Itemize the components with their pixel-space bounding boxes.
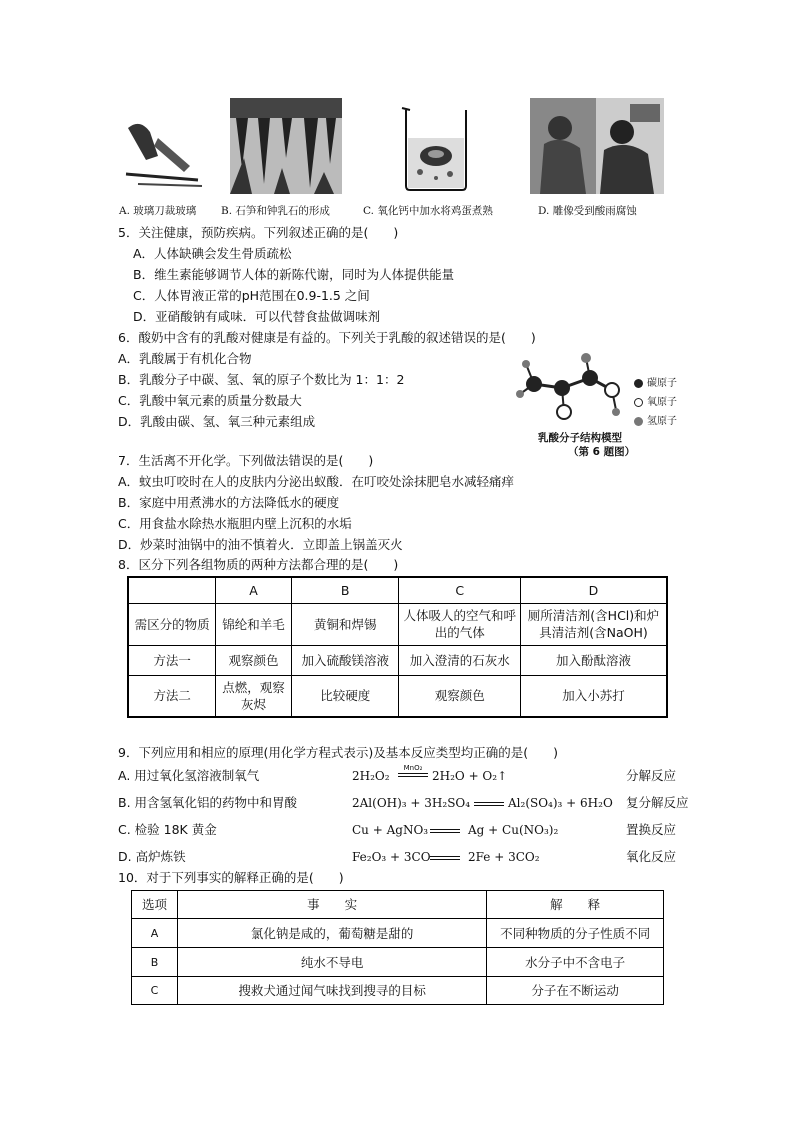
image-glass-cutter [118,98,204,194]
image-stalactites [230,98,342,194]
q5-option-a: A．人体缺碘会发生骨质疏松 [133,246,292,261]
q7-option-c: C．用食盐水除热水瓶胆内壁上沉积的水垢 [118,516,352,531]
q9-stem: 9．下列应用和相应的原理(用化学方程式表示)及基本反应类型均正确的是( ) [118,745,558,760]
q7-option-d: D．炒菜时油锅中的油不慎着火．立即盖上锅盖灭火 [118,537,403,552]
q10-header-explanation: 解 释 [487,891,664,919]
q10-table [131,890,664,1005]
q6-stem: 6．酸奶中含有的乳酸对健康是有益的。下列关于乳酸的叙述错误的是( ) [118,330,536,345]
q9-app-d: D. 高炉炼铁 [118,849,186,864]
q5-option-c: C．人体胃液正常的pH范围在0.9-1.5 之间 [133,288,370,303]
caption-c: C. 氧化钙中加水将鸡蛋煮熟 [363,205,493,217]
q10-cell: C [132,977,178,1005]
q8-cell: 加入硫酸镁溶液 [291,645,399,675]
q10-stem: 10．对于下列事实的解释正确的是( ) [118,870,344,885]
q9-app-b: B. 用含氢氧化铝的药物中和胃酸 [118,795,298,810]
q9-eq-b-left: 2Al(OH)₃ + 3H₂SO₄ [352,796,471,810]
caption-a: A. 玻璃刀裁玻璃 [119,205,197,217]
q10-cell: 分子在不断运动 [487,977,664,1005]
model-subtitle: （第 6 题图） [568,446,636,458]
q8-cell: 加入酚酞溶液 [520,645,667,675]
q8-cell: 黄铜和焊锡 [291,603,399,645]
q5-stem: 5．关注健康，预防疾病。下列叙述正确的是( ) [118,225,399,240]
q9-app-c: C. 检验 18K 黄金 [118,822,217,837]
q10-cell: A [132,919,178,948]
q6-option-d: D．乳酸由碳、氢、氧三种元素组成 [118,414,316,429]
q9-equals-d [430,856,460,860]
q7-stem: 7．生活离不开化学。下列做法错误的是( ) [118,453,374,468]
q8-cell: 锦纶和羊毛 [216,603,292,645]
q8-cell: 比较硬度 [291,675,399,717]
q9-type-c: 置换反应 [626,822,677,837]
q8-cell: 观察颜色 [399,675,520,717]
q10-cell: 搜救犬通过闻气味找到搜寻的目标 [177,977,486,1005]
q10-header-option: 选项 [132,891,178,919]
q9-eq-c-right: Ag + Cu(NO₃)₂ [468,823,559,837]
q5-option-b: B．维生素能够调节人体的新陈代谢，同时为人体提供能量 [133,267,455,282]
q9-eq-b-right: Al₂(SO₄)₃ + 6H₂O [508,796,613,810]
q8-header-c: C [399,577,520,603]
q8-cell: 厕所清洁剂(含HCl)和炉具清洁剂(含NaOH) [520,603,667,645]
q8-header-d: D [520,577,667,603]
legend-oxygen: 氧原子 [634,393,677,412]
q10-cell: 不同种物质的分子性质不同 [487,919,664,948]
caption-d: D. 雕像受到酸雨腐蚀 [538,205,637,217]
q9-eq-c-left: Cu + AgNO₃ [352,823,429,837]
q8-header-a: A [216,577,292,603]
legend-carbon: 碳原子 [634,374,677,393]
q10-header-fact: 事 实 [177,891,486,919]
q9-equals-c [430,829,460,833]
q8-cell: 点燃，观察灰烬 [216,675,292,717]
q9-type-d: 氧化反应 [626,849,677,864]
q6-option-c: C．乳酸中氧元素的质量分数最大 [118,393,302,408]
q9-eq-d-left: Fe₂O₃ + 3CO [352,850,431,864]
q9-cond-a: MnO₂ [398,764,428,777]
q8-cell: 人体吸人的空气和呼出的气体 [399,603,520,645]
q8-cell: 方法二 [128,675,216,717]
lactic-acid-model [512,350,677,460]
q9-equals-b [474,802,504,806]
q9-eq-a-right: 2H₂O + O₂↑ [432,769,508,783]
legend-hydrogen: 氢原子 [634,412,677,431]
q9-eq-a-left: 2H₂O₂ [352,769,390,783]
q10-cell: 氯化钠是咸的，葡萄糖是甜的 [177,919,486,948]
q8-cell: 需区分的物质 [128,603,216,645]
q6-option-b: B．乳酸分子中碳、氢、氧的原子个数比为 1：1：2 [118,372,405,387]
q5-option-d: D．亚硝酸钠有咸味．可以代替食盐做调味剂 [133,309,381,324]
q10-cell: 纯水不导电 [177,948,486,977]
q7-option-b: B．家庭中用煮沸水的方法降低水的硬度 [118,495,340,510]
model-title: 乳酸分子结构模型 [538,432,622,444]
q8-header-b: B [291,577,399,603]
image-beaker-egg [396,98,476,194]
q8-header-blank [128,577,216,603]
q7-option-a: A．蚊虫叮咬时在人的皮肤内分泌出蚁酸．在叮咬处涂抹肥皂水减轻痛痒 [118,474,515,489]
q8-cell: 加入小苏打 [520,675,667,717]
q8-stem: 8．区分下列各组物质的两种方法都合理的是( ) [118,557,399,572]
q8-cell: 方法一 [128,645,216,675]
q8-table [127,576,668,718]
q8-cell: 加入澄清的石灰水 [399,645,520,675]
q6-option-a: A．乳酸属于有机化合物 [118,351,252,366]
q9-type-a: 分解反应 [626,768,677,783]
q9-eq-d-right: 2Fe + 3CO₂ [468,850,540,864]
q10-cell: B [132,948,178,977]
image-statue [530,98,664,194]
q9-app-a: A. 用过氧化氢溶液制氧气 [118,768,260,783]
caption-b: B. 石笋和钟乳石的形成 [221,205,330,217]
molecule-icon [512,350,632,430]
q9-type-b: 复分解反应 [626,795,689,810]
q10-cell: 水分子中不含电子 [487,948,664,977]
q8-cell: 观察颜色 [216,645,292,675]
